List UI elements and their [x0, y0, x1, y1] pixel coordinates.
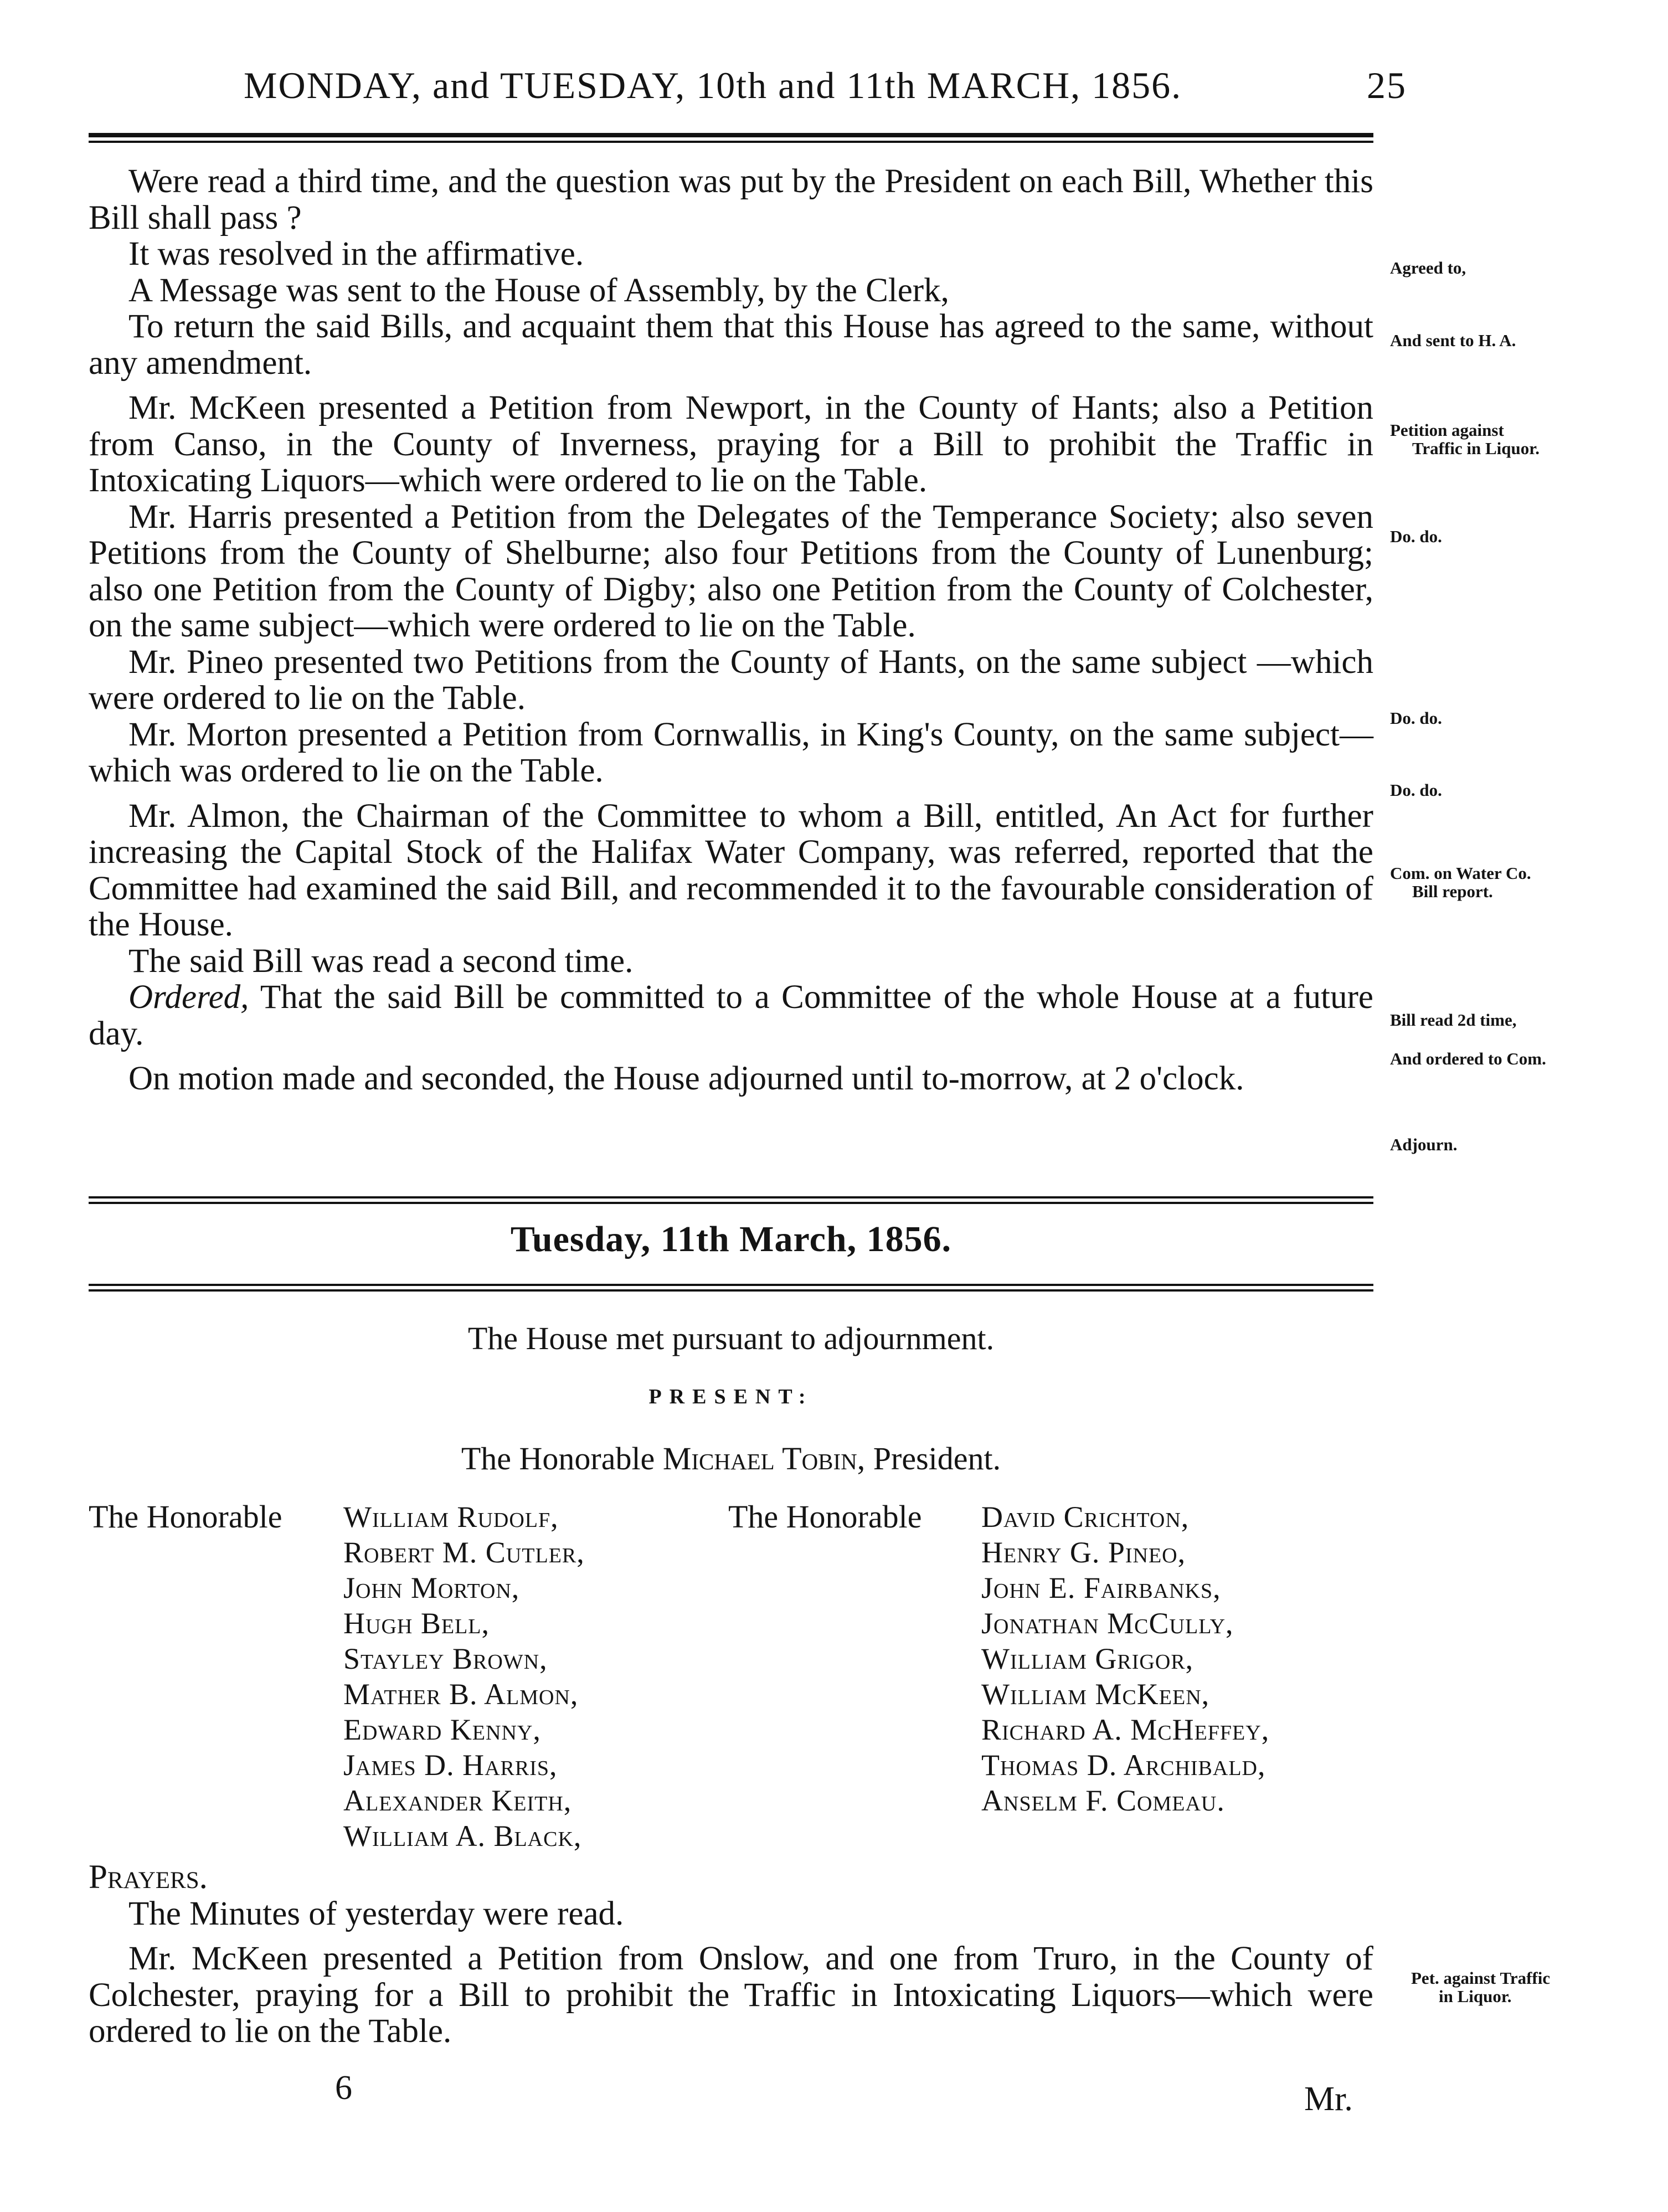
- member-name: Alexander Keith,: [343, 1784, 572, 1817]
- margin-note-petition: Petition against Traffic in Liquor.: [1390, 420, 1540, 458]
- member-name: John E. Fairbanks,: [981, 1571, 1221, 1604]
- member-name: William Grigor,: [981, 1642, 1194, 1675]
- member-name: Jonathan McCully,: [981, 1607, 1234, 1640]
- margin-note-adjourn: Adjourn.: [1390, 1135, 1458, 1154]
- ordered-word: Ordered,: [128, 979, 249, 1016]
- paragraph-minutes: The Minutes of yesterday were read.: [128, 1895, 624, 1932]
- margin-note-agreed: Agreed to,: [1390, 258, 1466, 277]
- date-heading: Tuesday, 11th March, 1856.: [510, 1219, 952, 1259]
- paragraph-return-bills: To return the said Bills, and acquaint them that this House has agreed to the same, without any amendment.: [89, 308, 1373, 382]
- paragraph-ordered: [89, 979, 1373, 1052]
- section-rule: [89, 1196, 1373, 1204]
- margin-note-do-do: Do. do.: [1390, 780, 1442, 800]
- page-number: 25: [1367, 64, 1407, 106]
- paragraph-resolved: It was resolved in the affirmative.: [128, 235, 584, 272]
- paragraph-mckeen-petition: Mr. McKeen presented a Petition from Newport, in the County of Hants; also a Petition from Canso, in the County of Inverness, praying for a Bill to prohibit the Traffic in Intoxicating Liquors—which were ordered to lie on the Table.: [89, 389, 1373, 499]
- member-name: Stayley Brown,: [343, 1642, 548, 1675]
- header-rule: [89, 133, 1373, 143]
- member-name: Hugh Bell,: [343, 1607, 490, 1640]
- page-header: [244, 64, 1407, 114]
- house-met-line: The House met pursuant to adjournment.: [467, 1320, 995, 1356]
- paragraph-second-reading: The said Bill was read a second time.: [128, 942, 634, 980]
- president-prefix: The Honorable: [461, 1441, 655, 1477]
- member-name: William A. Black,: [343, 1819, 582, 1853]
- paragraph-pineo-petition: Mr. Pineo presented two Petitions from the County of Hants, on the same subject —which were ordered to lie on the Table.: [89, 643, 1373, 717]
- margin-note-pet-traffic: Pet. against Traffic in Liquor.: [1411, 1968, 1551, 2006]
- margin-note-bill-2d: Bill read 2d time,: [1390, 1010, 1517, 1030]
- prayers: Prayers.: [89, 1859, 208, 1896]
- member-name: Henry G. Pineo,: [981, 1536, 1186, 1569]
- margin-note-water-co: Com. on Water Co. Bill report.: [1390, 863, 1531, 901]
- paragraph-almon-report: Mr. Almon, the Chairman of the Committee to whom a Bill, entitled, An Act for further increasing the Capital Stock of the Halifax Water Company, was referred, reported that the Committee had examined the said Bill, and recommended it to the favourable consideration of the House.: [89, 797, 1373, 943]
- margin-note-do-do: Do. do.: [1390, 527, 1442, 546]
- member-name: Mather B. Almon,: [343, 1678, 579, 1711]
- member-name: William McKeen,: [981, 1678, 1210, 1711]
- member-name: Anselm F. Comeau.: [981, 1784, 1225, 1817]
- member-name: Edward Kenny,: [343, 1713, 541, 1746]
- running-title: MONDAY, and TUESDAY, 10th and 11th MARCH, 1856.: [244, 64, 1182, 106]
- margin-note-do-do: Do. do.: [1390, 708, 1442, 728]
- president-title: President.: [873, 1441, 1001, 1477]
- members-left-column: [343, 1499, 585, 1854]
- monday-proceedings: [89, 163, 1373, 1097]
- section-rule: [89, 1284, 1373, 1292]
- member-name: Thomas D. Archibald,: [981, 1748, 1266, 1782]
- paragraph-third-reading: Were read a third time, and the question was put by the President on each Bill, Whether this Bill shall pass ?: [89, 163, 1373, 236]
- catchword: Mr.: [1304, 2080, 1353, 2118]
- member-name: Richard A. McHeffey,: [981, 1713, 1270, 1746]
- paragraph-message: A Message was sent to the House of Assembly, by the Clerk,: [128, 271, 949, 309]
- member-name: Robert M. Cutler,: [343, 1536, 585, 1569]
- tuesday-proceedings: [89, 1859, 1373, 2050]
- margin-note-ordered-com: And ordered to Com.: [1390, 1049, 1546, 1068]
- member-name: John Morton,: [343, 1571, 520, 1604]
- ordered-text: That the said Bill be committed to a Committee of the whole House at a future day.: [89, 979, 1373, 1052]
- member-name: James D. Harris,: [343, 1748, 558, 1782]
- member-name: William Rudolf,: [343, 1500, 559, 1534]
- signature-mark: 6: [335, 2069, 352, 2107]
- member-name: David Crichton,: [981, 1500, 1190, 1534]
- members-right-column: [981, 1499, 1269, 1818]
- paragraph-harris-petition: Mr. Harris presented a Petition from the Delegates of the Temperance Society; also seven Petitions from the County of Shelburne; also four Petitions from the County of Lunenburg; also one Petition from the County of Digby; also one Petition from the County of Colchester, on the same subject—which were ordered to lie on the Table.: [89, 498, 1373, 644]
- paragraph-adjourned: On motion made and seconded, the House adjourned until to-morrow, at 2 o'clock.: [128, 1060, 1244, 1097]
- margin-note-sent: And sent to H. A.: [1390, 331, 1516, 350]
- roll-label-right: The Honorable: [728, 1499, 922, 1535]
- president-name: Michael Tobin,: [662, 1441, 866, 1477]
- present-label: PRESENT:: [648, 1385, 814, 1408]
- paragraph-mckeen-onslow: Mr. McKeen presented a Petition from Onslow, and one from Truro, in the County of Colchester, praying for a Bill to prohibit the Traffic in Intoxicating Liquors—which were ordered to lie on the Table.: [89, 1940, 1373, 2050]
- paragraph-morton-petition: Mr. Morton presented a Petition from Cornwallis, in King's County, on the same subject—which was ordered to lie on the Table.: [89, 716, 1373, 789]
- president-line: [0, 1440, 1462, 1477]
- roll-label-left: The Honorable: [89, 1499, 282, 1535]
